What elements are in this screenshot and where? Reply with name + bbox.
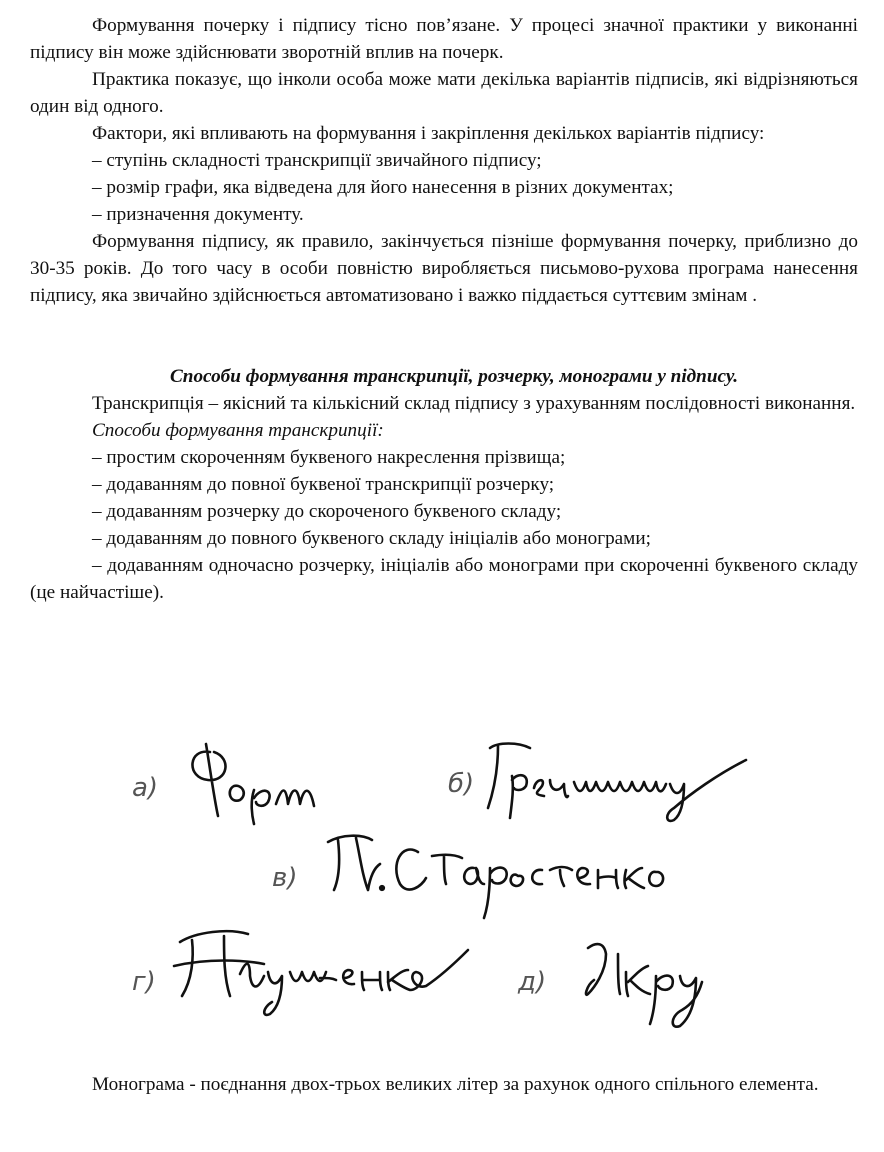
paragraph-2: Практика показує, що інколи особа може мати декілька варіантів підписів, які відрізняються один від одного. bbox=[30, 69, 858, 117]
methods-title: Способи формування транскрипції: bbox=[92, 420, 384, 441]
section-heading: Способи формування транскрипції, розчерку, монограми у підпису. bbox=[169, 366, 738, 387]
signature-g bbox=[174, 931, 468, 1015]
method-item-3: – додаванням розчерку до скороченого буквеного складу; bbox=[92, 501, 562, 522]
transcription-definition: Транскрипція – якісний та кількісний склад підпису з урахуванням послідовності виконання. bbox=[92, 393, 856, 414]
paragraph-4: Формування підпису, як правило, закінчується пізніше формування почерку, приблизно до 30-35 років. До того часу в особи повністю виробляється письмово-рухова програма нанесення підпису, яка звичайно здійснюється автоматизовано і важко піддається суттєвим змінам . bbox=[30, 231, 858, 306]
signature-b bbox=[488, 744, 746, 821]
factor-item-2: – розмір графи, яка відведена для його нанесення в різних документах; bbox=[92, 177, 674, 198]
method-item-2: – додаванням до повної буквеної транскрипції розчерку; bbox=[92, 474, 555, 495]
method-item-5: – додаванням одночасно розчерку, ініціалів або монограми при скороченні буквеного складу (це найчастіше). bbox=[30, 555, 858, 603]
signature-d bbox=[586, 944, 702, 1027]
signature-a bbox=[192, 744, 314, 824]
section-gap bbox=[30, 309, 858, 363]
signature-v bbox=[328, 836, 663, 918]
document-page bbox=[30, 12, 858, 606]
method-item-4: – додаванням до повного буквеного складу ініціалів або монограми; bbox=[92, 528, 651, 549]
signature-examples-image bbox=[118, 728, 768, 1040]
label-a: а) bbox=[132, 773, 159, 803]
label-b: б) bbox=[448, 769, 475, 799]
paragraph-3: Фактори, які впливають на формування і закріплення декількох варіантів підпису: bbox=[92, 123, 765, 144]
label-d: д) bbox=[518, 967, 547, 997]
factor-item-3: – призначення документу. bbox=[92, 204, 304, 225]
paragraph-1: Формування почерку і підпису тісно пов’язане. У процесі значної практики у виконанні підпису він може здійснювати зворотній вплив на почерк. bbox=[30, 15, 858, 63]
monogram-definition: Монограма - поєднання двох-трьох великих літер за рахунок одного спільного елемента. bbox=[92, 1074, 819, 1095]
label-g: г) bbox=[132, 967, 156, 997]
label-v: в) bbox=[272, 863, 298, 893]
factor-item-1: – ступінь складності транскрипції звичайного підпису; bbox=[92, 150, 542, 171]
bottom-section bbox=[30, 1071, 858, 1098]
method-item-1: – простим скороченням буквеного накреслення прізвища; bbox=[92, 447, 566, 468]
signature-examples-figure bbox=[118, 728, 768, 1040]
